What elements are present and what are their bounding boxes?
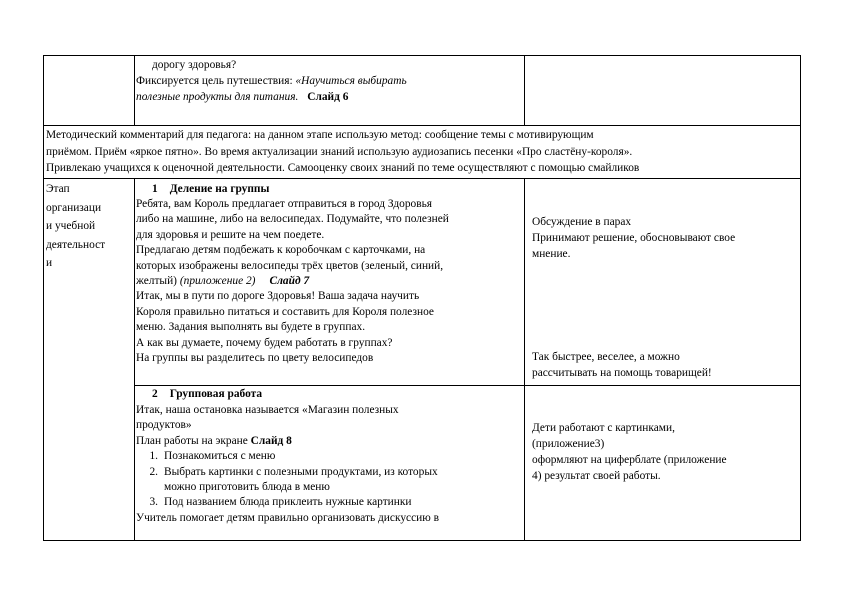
comment-line-3: Привлекаю учащихся к оценочной деятельности. Самооценку своих знаний по теме осуществляют с помощью смайликов	[46, 162, 640, 174]
col-divider-2b	[524, 178, 525, 541]
list-item: 2. Выбрать картинки с полезными продуктами, из которых	[149, 465, 438, 478]
table-border-bottom	[43, 540, 801, 541]
section2-right-4: 4) результат своей работы.	[532, 470, 661, 482]
row-divider-2	[43, 178, 801, 179]
section2-body: Итак, наша остановка называется «Магазин полезных продуктов» План работы на экране Слайд 8 1. Познакомиться с меню 2. Выбрать картинки с полезными продуктами, из которых можно приготовить блюда в меню 3. Под названием блюда приклеить нужные картинки Учитель помогает детям правильно организовать дискуссию в	[136, 404, 439, 524]
list-item: 1. Познакомиться с меню	[149, 450, 276, 463]
section2-right-2: (приложение3)	[532, 438, 605, 450]
section1-right-4: Так быстрее, веселее, а можно	[532, 351, 680, 363]
section1-right-5: рассчитывать на помощь товарищей!	[532, 367, 712, 379]
top-line-2: Фиксируется цель путешествия: «Научиться выбирать	[136, 75, 407, 87]
list-item: 3. Под названием блюда приклеить нужные картинки	[149, 496, 412, 509]
section2-heading: 2 Групповая работа	[152, 388, 263, 400]
section1-body: Ребята, вам Король предлагает отправиться в город Здоровья либо на машине, либо на велосипедах. Подумайте, что полезней для здоровья и решите на чем поедете. Предлагаю детям подбежать к коробочкам с карточками, на которых изображены велосипеды трёх цветов (зеленый, синий, желтый) (приложение 2) Слайд 7 Итак, мы в пути по дороге Здоровья! Ваша задача научить Короля правильно питаться и составить для Короля полезное меню. Задания выполнять вы будете в группах. А как вы думаете, почему будем работать в группах? На группы вы разделитесь по цвету велосипедов	[136, 198, 449, 365]
section2-right-1: Дети работают с картинками,	[532, 422, 675, 434]
top-line-1: дорогу здоровья?	[152, 59, 237, 71]
stage-label: Этап организаци и учебной деятельност и	[46, 183, 106, 269]
table-border-right	[800, 55, 801, 541]
section2-right-3: оформляют на циферблате (приложение	[532, 454, 727, 466]
comment-line-2: приёмом. Приём «яркое пятно». Во время актуализации знаний использую аудиозапись песенки «Про сластёну-короля».	[46, 146, 633, 158]
col-divider-1a	[134, 55, 135, 126]
section1-right-2: Принимают решение, обосновывают свое	[532, 232, 736, 244]
table-border-top	[43, 55, 801, 56]
row-divider-3	[134, 385, 801, 386]
table-border-left	[43, 55, 44, 541]
section1-heading: 1 Деление на группы	[152, 183, 270, 195]
col-divider-2a	[524, 55, 525, 126]
list-item: можно приготовить блюда в меню	[164, 481, 330, 494]
row-divider-1	[43, 125, 801, 126]
col-divider-1b	[134, 178, 135, 541]
comment-line-1: Методический комментарий для педагога: на данном этапе использую метод: сообщение темы с мотивирующим	[46, 129, 594, 141]
section1-right-1: Обсуждение в парах	[532, 216, 632, 228]
top-line-3: полезные продукты для питания. Слайд 6	[136, 91, 349, 103]
section1-right-3: мнение.	[532, 248, 571, 260]
